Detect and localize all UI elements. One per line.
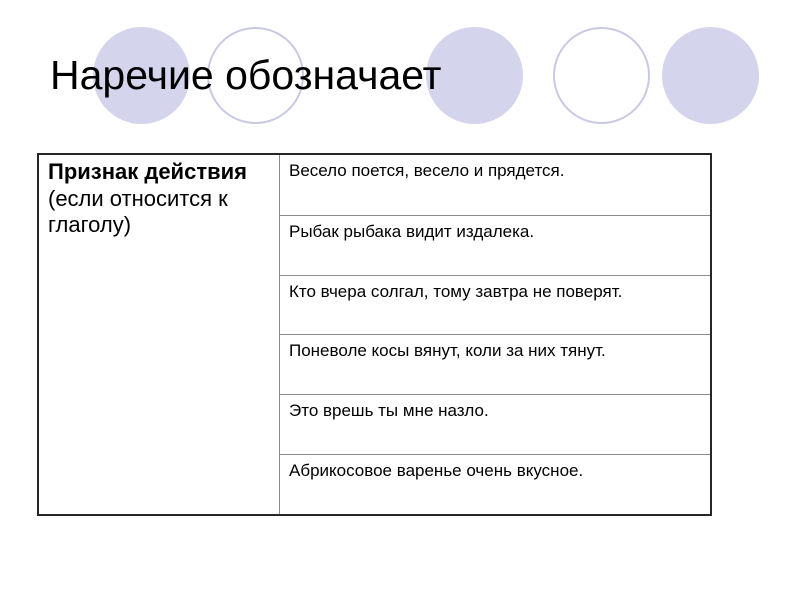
adverb-meaning-table (37, 153, 712, 516)
category-note: (если относится к глаголу) (48, 185, 228, 237)
decor-circle-outline (553, 27, 650, 124)
examples-column (280, 155, 710, 514)
example-cell: Это врешь ты мне назло. (280, 394, 710, 454)
example-cell: Абрикосовое варенье очень вкусное. (280, 454, 710, 514)
example-cell: Рыбак рыбака видит издалека. (280, 215, 710, 275)
example-cell: Весело поется, весело и прядется. (289, 161, 565, 180)
example-cell: Поневоле косы вянут, коли за них тянут. (280, 334, 710, 394)
example-cell: Кто вчера солгал, тому завтра не поверят. (280, 275, 710, 335)
slide-title: Наречие обозначает (50, 52, 442, 98)
decor-circle-filled (662, 27, 759, 124)
category-heading: Признак действия (48, 159, 247, 184)
category-cell (39, 155, 280, 514)
